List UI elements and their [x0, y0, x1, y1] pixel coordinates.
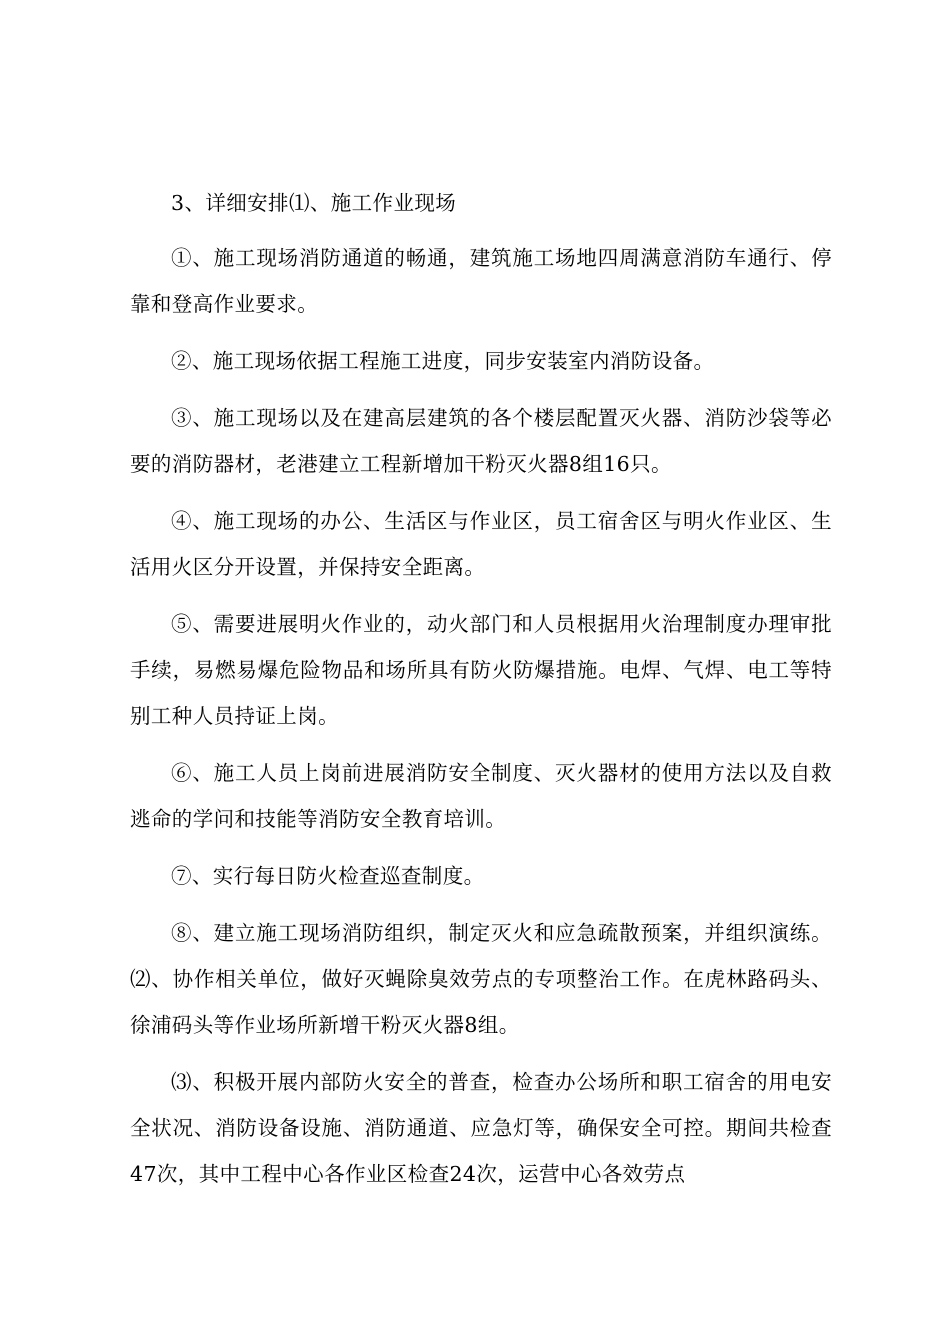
paragraph-item-8: ⑧、建立施工现场消防组织，制定灭火和应急疏散预案，并组织演练。⑵、协作相关单位，做好灭蝇除臭效劳点的专项整治工作。在虎林路码头、徐浦码头等作业场所新增干粉灭火器8组。 — [130, 921, 832, 1037]
section-heading: 3、详细安排⑴、施工作业现场 — [171, 191, 457, 215]
paragraph-item-1: ①、施工现场消防通道的畅通，建筑施工场地四周满意消防车通行、停靠和登高作业要求。 — [130, 246, 832, 316]
paragraph-item-6: ⑥、施工人员上岗前进展消防安全制度、灭火器材的使用方法以及自救逃命的学问和技能等消防安全教育培训。 — [130, 761, 832, 831]
paragraph-item-4: ④、施工现场的办公、生活区与作业区，员工宿舍区与明火作业区、生活用火区分开设置，并保持安全距离。 — [130, 509, 832, 579]
paragraph-item-5: ⑤、需要进展明火作业的，动火部门和人员根据用火治理制度办理审批手续，易燃易爆危险物品和场所具有防火防爆措施。电焊、气焊、电工等特别工种人员持证上岗。 — [130, 612, 832, 728]
paragraph-inspection: ⑶、积极开展内部防火安全的普查，检查办公场所和职工宿舍的用电安全状况、消防设备设施、消防通道、应急灯等，确保安全可控。期间共检查47次，其中工程中心各作业区检查24次，运营中心各效劳点 — [130, 1070, 832, 1186]
paragraph-item-2: ②、施工现场依据工程施工进度，同步安装室内消防设备。 — [171, 349, 715, 373]
document-page — [130, 180, 832, 1208]
paragraph-item-3: ③、施工现场以及在建高层建筑的各个楼层配置灭火器、消防沙袋等必要的消防器材，老港建立工程新增加干粉灭火器8组16只。 — [130, 406, 832, 476]
paragraph-item-7: ⑦、实行每日防火检查巡查制度。 — [171, 864, 485, 888]
